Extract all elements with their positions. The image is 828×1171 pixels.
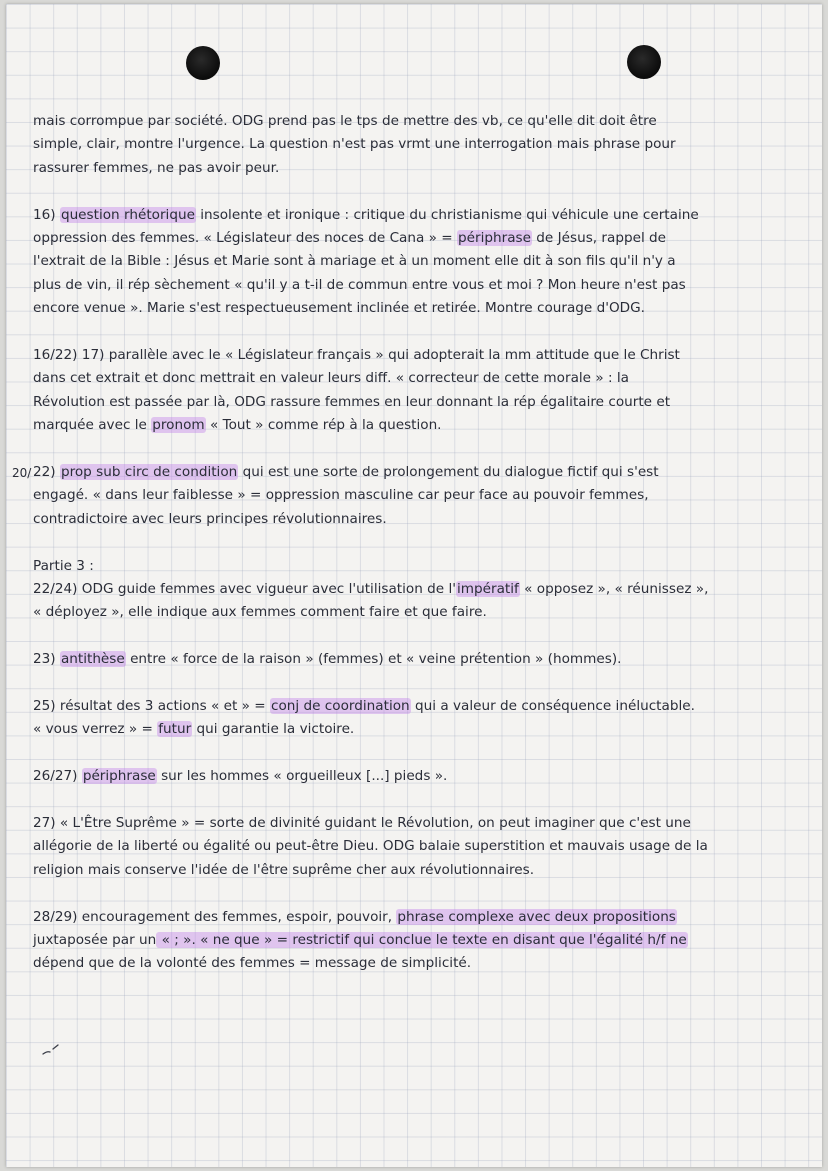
text-line (33, 110, 818, 133)
text-segment: 26/27) (33, 768, 82, 785)
text-line (33, 648, 818, 671)
text-line (33, 250, 818, 273)
text-line (33, 929, 818, 952)
text-segment: juxtaposée par un (33, 932, 157, 949)
highlighted-term: périphrase (458, 230, 531, 247)
text-line (33, 484, 818, 507)
text-line (33, 718, 818, 741)
pen-mark-icon (41, 1042, 63, 1056)
text-line (33, 695, 818, 718)
text-segment: rassurer femmes, ne pas avoir peur. (33, 159, 280, 176)
text-segment: « déployez », elle indique aux femmes comment faire et que faire. (33, 604, 487, 621)
text-line (33, 578, 818, 601)
text-line (33, 133, 818, 156)
text-line (33, 812, 818, 835)
text-segment: 28/29) encouragement des femmes, espoir, pouvoir, (33, 908, 397, 925)
highlighted-term: impératif (456, 581, 519, 598)
text-segment: allégorie de la liberté ou égalité ou peut-être Dieu. ODG balaie superstition et mauvais usage de la (33, 838, 708, 855)
text-segment: Partie 3 : (33, 557, 94, 574)
text-segment: dépend que de la volonté des femmes = message de simplicité. (33, 955, 472, 972)
text-segment: « opposez », « réunissez », (519, 581, 709, 598)
text-segment: oppression des femmes. « Législateur des noces de Cana » = (33, 230, 458, 247)
text-line (33, 157, 818, 180)
text-line (33, 414, 818, 437)
text-line (33, 906, 818, 929)
text-segment: qui est une sorte de prolongement du dialogue fictif qui s'est (238, 464, 659, 481)
text-segment: engagé. « dans leur faiblesse » = oppression masculine car peur face au pouvoir femmes, (33, 487, 649, 504)
text-segment: 25) résultat des 3 actions « et » = (33, 698, 270, 715)
text-line (33, 601, 818, 624)
text-line (33, 344, 818, 367)
highlighted-term: antithèse (60, 651, 125, 668)
text-segment: mais corrompue par société. ODG prend pas le tps de mettre des vb, ce qu'elle dit doit être (33, 113, 657, 129)
note-paragraph (33, 204, 818, 321)
text-segment: entre « force de la raison » (femmes) et « veine prétention » (hommes). (125, 651, 622, 668)
text-line (33, 461, 818, 484)
text-segment: 23) (33, 651, 60, 668)
text-line (33, 508, 818, 531)
text-segment: qui a valeur de conséquence inéluctable. (410, 698, 695, 715)
text-line (33, 555, 818, 578)
text-segment: insolente et ironique : critique du christianisme qui véhicule une certaine (195, 206, 699, 223)
highlighted-term: question rhétorique (60, 206, 195, 223)
note-paragraph (33, 906, 818, 976)
highlighted-term: phrase complexe avec deux propositions (397, 908, 676, 925)
text-segment: plus de vin, il rép sèchement « qu'il y a t-il de commun entre vous et moi ? Mon heure n'est pas (33, 276, 686, 293)
text-line (33, 227, 818, 250)
note-paragraph (33, 765, 818, 788)
note-paragraph (33, 110, 818, 180)
text-line (33, 952, 818, 975)
notebook-page (6, 4, 822, 1167)
note-paragraph (33, 695, 818, 742)
highlighted-term: conj de coordination (270, 698, 410, 715)
note-paragraph (12, 461, 818, 531)
text-line (33, 859, 818, 882)
text-segment: marquée avec le (33, 417, 152, 434)
text-segment: l'extrait de la Bible : Jésus et Marie sont à mariage et à un moment elle dit à son fils qu'il n'y a (33, 253, 676, 270)
text-segment: 27) « L'Être Suprême » = sorte de divinité guidant le Révolution, on peut imaginer que c'est une (33, 815, 691, 832)
note-paragraph (33, 648, 818, 671)
highlighted-term: prop sub circ de condition (60, 464, 238, 481)
text-segment: contradictoire avec leurs principes révolutionnaires. (33, 510, 387, 527)
text-line (33, 274, 818, 297)
note-paragraph (33, 344, 818, 438)
text-segment: sur les hommes « orgueilleux [...] pieds ». (156, 768, 448, 785)
text-segment: « Tout » comme rép à la question. (205, 417, 442, 434)
text-line (33, 765, 818, 788)
text-segment: qui garantie la victoire. (192, 721, 355, 738)
margin-note: 20/ (12, 466, 32, 481)
text-line (33, 835, 818, 858)
highlighted-term: futur (158, 721, 192, 738)
text-segment: Révolution est passée par là, ODG rassure femmes en leur donnant la rép égalitaire courte et (33, 393, 671, 410)
text-segment: 16/22) 17) parallèle avec le « Législateur français » qui adopterait la mm attitude que le Christ (33, 347, 680, 364)
text-line (33, 391, 818, 414)
note-paragraph (33, 555, 818, 625)
note-paragraph (33, 812, 818, 882)
highlighted-term: « ; ». « ne que » = restrictif qui conclue le texte en disant que l'égalité h/f ne (157, 932, 687, 949)
text-segment: religion mais conserve l'idée de l'être suprême cher aux révolutionnaires. (33, 861, 535, 878)
text-segment: 16) (33, 206, 60, 223)
highlighted-term: périphrase (82, 768, 156, 785)
text-segment: simple, clair, montre l'urgence. La question n'est pas vrmt une interrogation mais phrase pour (33, 136, 676, 153)
text-line (33, 204, 818, 227)
highlighted-term: pronom (152, 417, 205, 434)
text-line (33, 367, 818, 390)
text-segment: encore venue ». Marie s'est respectueusement inclinée et retirée. Montre courage d'ODG. (33, 300, 646, 317)
text-segment: 22) (33, 464, 60, 481)
text-segment: « vous verrez » = (33, 721, 158, 738)
text-segment: dans cet extrait et donc mettrait en valeur leurs diff. « correcteur de cette morale » : la (33, 370, 630, 387)
text-segment: 22/24) ODG guide femmes avec vigueur avec l'utilisation de l' (33, 581, 456, 598)
text-segment: de Jésus, rappel de (531, 230, 667, 247)
punch-hole (627, 45, 661, 79)
handwritten-notes (12, 110, 818, 999)
text-line (33, 297, 818, 320)
punch-hole (186, 46, 220, 80)
